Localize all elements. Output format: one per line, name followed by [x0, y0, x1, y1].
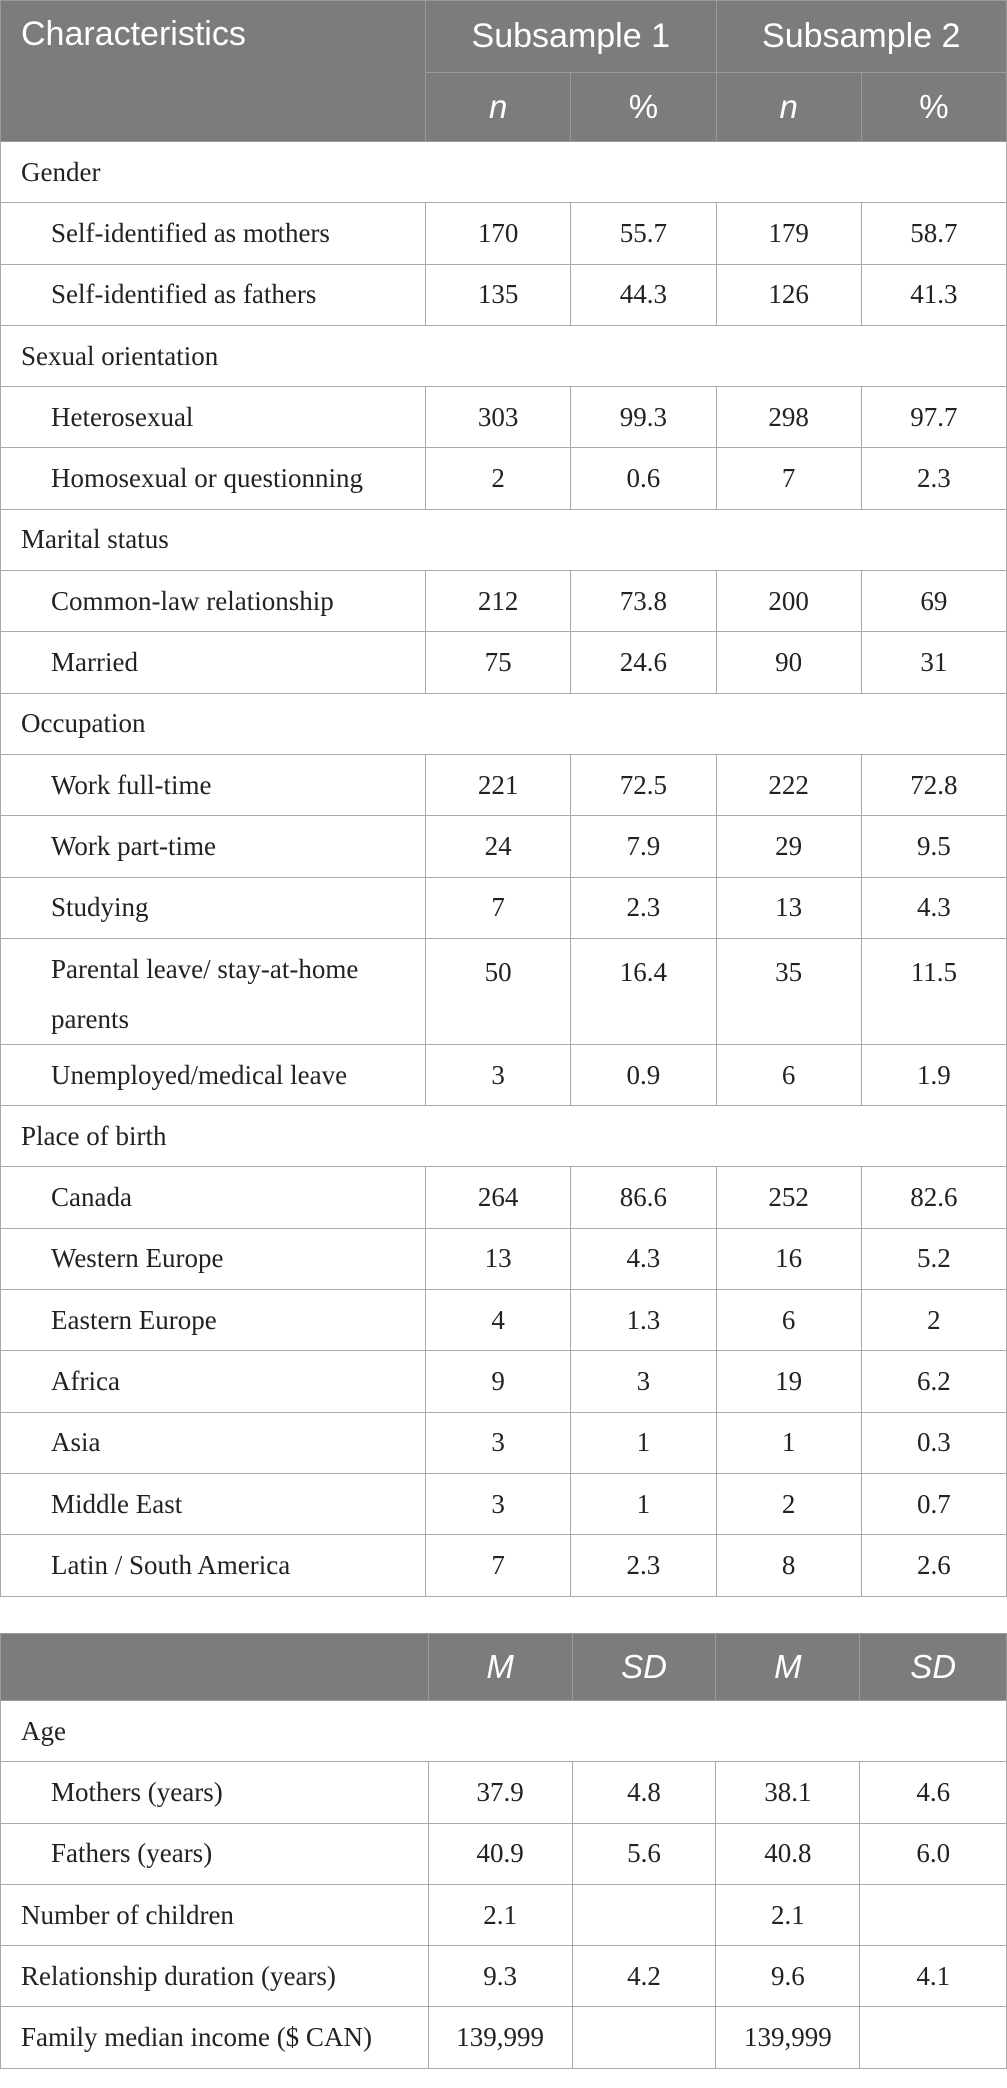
cell-s1-n: 50 — [426, 938, 571, 1044]
cell-s2-pct: 58.7 — [861, 203, 1006, 264]
cell-s2-pct: 31 — [861, 632, 1006, 693]
cell-s2-n: 90 — [716, 632, 861, 693]
row-label: Relationship duration (years) — [1, 1946, 429, 2007]
cell-s1-pct: 99.3 — [571, 387, 716, 448]
s2-n-header: n — [716, 73, 861, 142]
section-row — [1, 1701, 1007, 1762]
cell-s1-n: 3 — [426, 1473, 571, 1534]
cell-s1-m: 139,999 — [428, 2007, 572, 2068]
cell-s2-n: 222 — [716, 754, 861, 815]
cell-s1-n: 221 — [426, 754, 571, 815]
cell-s2-n: 19 — [716, 1351, 861, 1412]
cell-s2-pct: 9.5 — [861, 816, 1006, 877]
section-title: Marital status — [1, 509, 1007, 570]
cell-s1-pct: 73.8 — [571, 571, 716, 632]
cell-s1-pct: 3 — [571, 1351, 716, 1412]
cell-s1-n: 135 — [426, 264, 571, 325]
row-label: Homosexual or questionning — [1, 448, 426, 509]
row-label: Work full-time — [1, 754, 426, 815]
cell-s1-pct: 0.6 — [571, 448, 716, 509]
cell-s2-pct: 82.6 — [861, 1167, 1006, 1228]
cell-s2-pct: 0.3 — [861, 1412, 1006, 1473]
row-label: Unemployed/medical leave — [1, 1044, 426, 1105]
s2-mean-header: M — [716, 1634, 860, 1701]
cell-s1-m: 40.9 — [428, 1823, 572, 1884]
row-label: Africa — [1, 1351, 426, 1412]
row-label: Common-law relationship — [1, 571, 426, 632]
table-row — [1, 203, 1007, 264]
s1-sd-header: SD — [572, 1634, 716, 1701]
section-row — [1, 509, 1007, 570]
table-row — [1, 1946, 1007, 2007]
table-row — [1, 1351, 1007, 1412]
table-row — [1, 264, 1007, 325]
cell-s2-sd: 6.0 — [860, 1823, 1007, 1884]
table-row — [1, 1228, 1007, 1289]
section-title: Age — [1, 1701, 1007, 1762]
cell-s2-sd: 4.6 — [860, 1762, 1007, 1823]
table-row — [1, 877, 1007, 938]
cell-s2-n: 6 — [716, 1044, 861, 1105]
cell-s2-pct: 0.7 — [861, 1473, 1006, 1534]
cell-s1-pct: 4.3 — [571, 1228, 716, 1289]
section-row — [1, 693, 1007, 754]
cell-s1-m: 37.9 — [428, 1762, 572, 1823]
cell-s2-sd: 4.1 — [860, 1946, 1007, 2007]
cell-s1-pct: 44.3 — [571, 264, 716, 325]
table-row — [1, 754, 1007, 815]
table-row — [1, 1823, 1007, 1884]
table-row — [1, 1044, 1007, 1105]
cell-s1-n: 7 — [426, 1535, 571, 1596]
stats-blank-header — [1, 1634, 429, 1701]
cell-s2-pct: 1.9 — [861, 1044, 1006, 1105]
row-label: Canada — [1, 1167, 426, 1228]
cell-s1-n: 75 — [426, 632, 571, 693]
cell-s1-n: 3 — [426, 1044, 571, 1105]
cell-s1-pct: 1.3 — [571, 1290, 716, 1351]
cell-s2-n: 13 — [716, 877, 861, 938]
cell-s1-pct: 2.3 — [571, 877, 716, 938]
cell-s1-m: 2.1 — [428, 1884, 572, 1945]
cell-s2-sd — [860, 1884, 1007, 1945]
cell-s2-pct: 69 — [861, 571, 1006, 632]
cell-s2-n: 126 — [716, 264, 861, 325]
row-label: Mothers (years) — [1, 1762, 429, 1823]
cell-s2-pct: 72.8 — [861, 754, 1006, 815]
cell-s1-pct: 7.9 — [571, 816, 716, 877]
cell-s2-n: 8 — [716, 1535, 861, 1596]
cell-s1-n: 2 — [426, 448, 571, 509]
cell-s1-pct: 55.7 — [571, 203, 716, 264]
cell-s1-pct: 1 — [571, 1473, 716, 1534]
cell-s2-n: 1 — [716, 1412, 861, 1473]
s2-pct-header: % — [861, 73, 1006, 142]
table2-body — [1, 1701, 1007, 2069]
cell-s1-sd — [572, 2007, 716, 2068]
row-label: Latin / South America — [1, 1535, 426, 1596]
cell-s1-pct: 2.3 — [571, 1535, 716, 1596]
cell-s1-n: 264 — [426, 1167, 571, 1228]
cell-s2-n: 2 — [716, 1473, 861, 1534]
s2-sd-header: SD — [860, 1634, 1007, 1701]
table-row — [1, 1762, 1007, 1823]
cell-s2-n: 179 — [716, 203, 861, 264]
table-row — [1, 1473, 1007, 1534]
cell-s1-n: 4 — [426, 1290, 571, 1351]
s1-n-header: n — [426, 73, 571, 142]
cell-s2-pct: 5.2 — [861, 1228, 1006, 1289]
cell-s2-pct: 2.3 — [861, 448, 1006, 509]
section-title: Gender — [1, 142, 1007, 203]
cell-s2-pct: 11.5 — [861, 938, 1006, 1044]
section-title: Place of birth — [1, 1106, 1007, 1167]
cell-s2-m: 40.8 — [716, 1823, 860, 1884]
cell-s1-sd: 5.6 — [572, 1823, 716, 1884]
table-row — [1, 1412, 1007, 1473]
cell-s1-n: 3 — [426, 1412, 571, 1473]
cell-s2-pct: 4.3 — [861, 877, 1006, 938]
cell-s2-m: 9.6 — [716, 1946, 860, 2007]
section-title: Sexual orientation — [1, 325, 1007, 386]
table-row — [1, 816, 1007, 877]
descriptive-stats-table — [0, 1633, 1007, 2069]
cell-s2-n: 6 — [716, 1290, 861, 1351]
cell-s1-n: 7 — [426, 877, 571, 938]
cell-s1-n: 13 — [426, 1228, 571, 1289]
table-row — [1, 1167, 1007, 1228]
cell-s2-n: 29 — [716, 816, 861, 877]
table-row — [1, 387, 1007, 448]
row-label: Parental leave/ stay-at-home parents — [1, 938, 426, 1044]
row-label: Eastern Europe — [1, 1290, 426, 1351]
row-label: Asia — [1, 1412, 426, 1473]
table-row — [1, 632, 1007, 693]
row-label: Heterosexual — [1, 387, 426, 448]
cell-s1-pct: 24.6 — [571, 632, 716, 693]
cell-s2-pct: 6.2 — [861, 1351, 1006, 1412]
section-row — [1, 325, 1007, 386]
cell-s2-m: 38.1 — [716, 1762, 860, 1823]
cell-s1-n: 9 — [426, 1351, 571, 1412]
cell-s2-n: 252 — [716, 1167, 861, 1228]
cell-s2-n: 200 — [716, 571, 861, 632]
cell-s1-pct: 86.6 — [571, 1167, 716, 1228]
cell-s1-pct: 72.5 — [571, 754, 716, 815]
section-row — [1, 142, 1007, 203]
row-label: Self-identified as fathers — [1, 264, 426, 325]
row-label: Fathers (years) — [1, 1823, 429, 1884]
table-row — [1, 448, 1007, 509]
table-row — [1, 1535, 1007, 1596]
cell-s1-pct: 1 — [571, 1412, 716, 1473]
s1-mean-header: M — [428, 1634, 572, 1701]
row-label: Work part-time — [1, 816, 426, 877]
cell-s2-n: 298 — [716, 387, 861, 448]
cell-s2-pct: 97.7 — [861, 387, 1006, 448]
row-label: Studying — [1, 877, 426, 938]
subsample-1-header: Subsample 1 — [426, 1, 716, 73]
cell-s1-n: 303 — [426, 387, 571, 448]
section-row — [1, 1106, 1007, 1167]
cell-s1-m: 9.3 — [428, 1946, 572, 2007]
cell-s1-pct: 16.4 — [571, 938, 716, 1044]
characteristics-header: Characteristics — [1, 1, 426, 142]
cell-s2-pct: 2.6 — [861, 1535, 1006, 1596]
cell-s1-n: 212 — [426, 571, 571, 632]
row-label: Western Europe — [1, 1228, 426, 1289]
cell-s1-sd — [572, 1884, 716, 1945]
cell-s1-sd: 4.2 — [572, 1946, 716, 2007]
row-label: Married — [1, 632, 426, 693]
table-row — [1, 938, 1007, 1044]
row-label: Middle East — [1, 1473, 426, 1534]
cell-s2-n: 7 — [716, 448, 861, 509]
cell-s1-n: 170 — [426, 203, 571, 264]
cell-s2-m: 2.1 — [716, 1884, 860, 1945]
subsample-2-header: Subsample 2 — [716, 1, 1006, 73]
cell-s1-sd: 4.8 — [572, 1762, 716, 1823]
section-title: Occupation — [1, 693, 1007, 754]
s1-pct-header: % — [571, 73, 716, 142]
stats-header-row — [1, 1634, 1007, 1701]
table-row — [1, 2007, 1007, 2068]
table-row — [1, 1884, 1007, 1945]
table-row — [1, 1290, 1007, 1351]
cell-s2-sd — [860, 2007, 1007, 2068]
cell-s2-pct: 41.3 — [861, 264, 1006, 325]
cell-s2-n: 16 — [716, 1228, 861, 1289]
table1-body — [1, 142, 1007, 1597]
row-label: Family median income ($ CAN) — [1, 2007, 429, 2068]
cell-s2-m: 139,999 — [716, 2007, 860, 2068]
cell-s2-n: 35 — [716, 938, 861, 1044]
cell-s2-pct: 2 — [861, 1290, 1006, 1351]
cell-s1-n: 24 — [426, 816, 571, 877]
header-row — [1, 1, 1007, 73]
row-label: Self-identified as mothers — [1, 203, 426, 264]
row-label: Number of children — [1, 1884, 429, 1945]
table-row — [1, 571, 1007, 632]
cell-s1-pct: 0.9 — [571, 1044, 716, 1105]
